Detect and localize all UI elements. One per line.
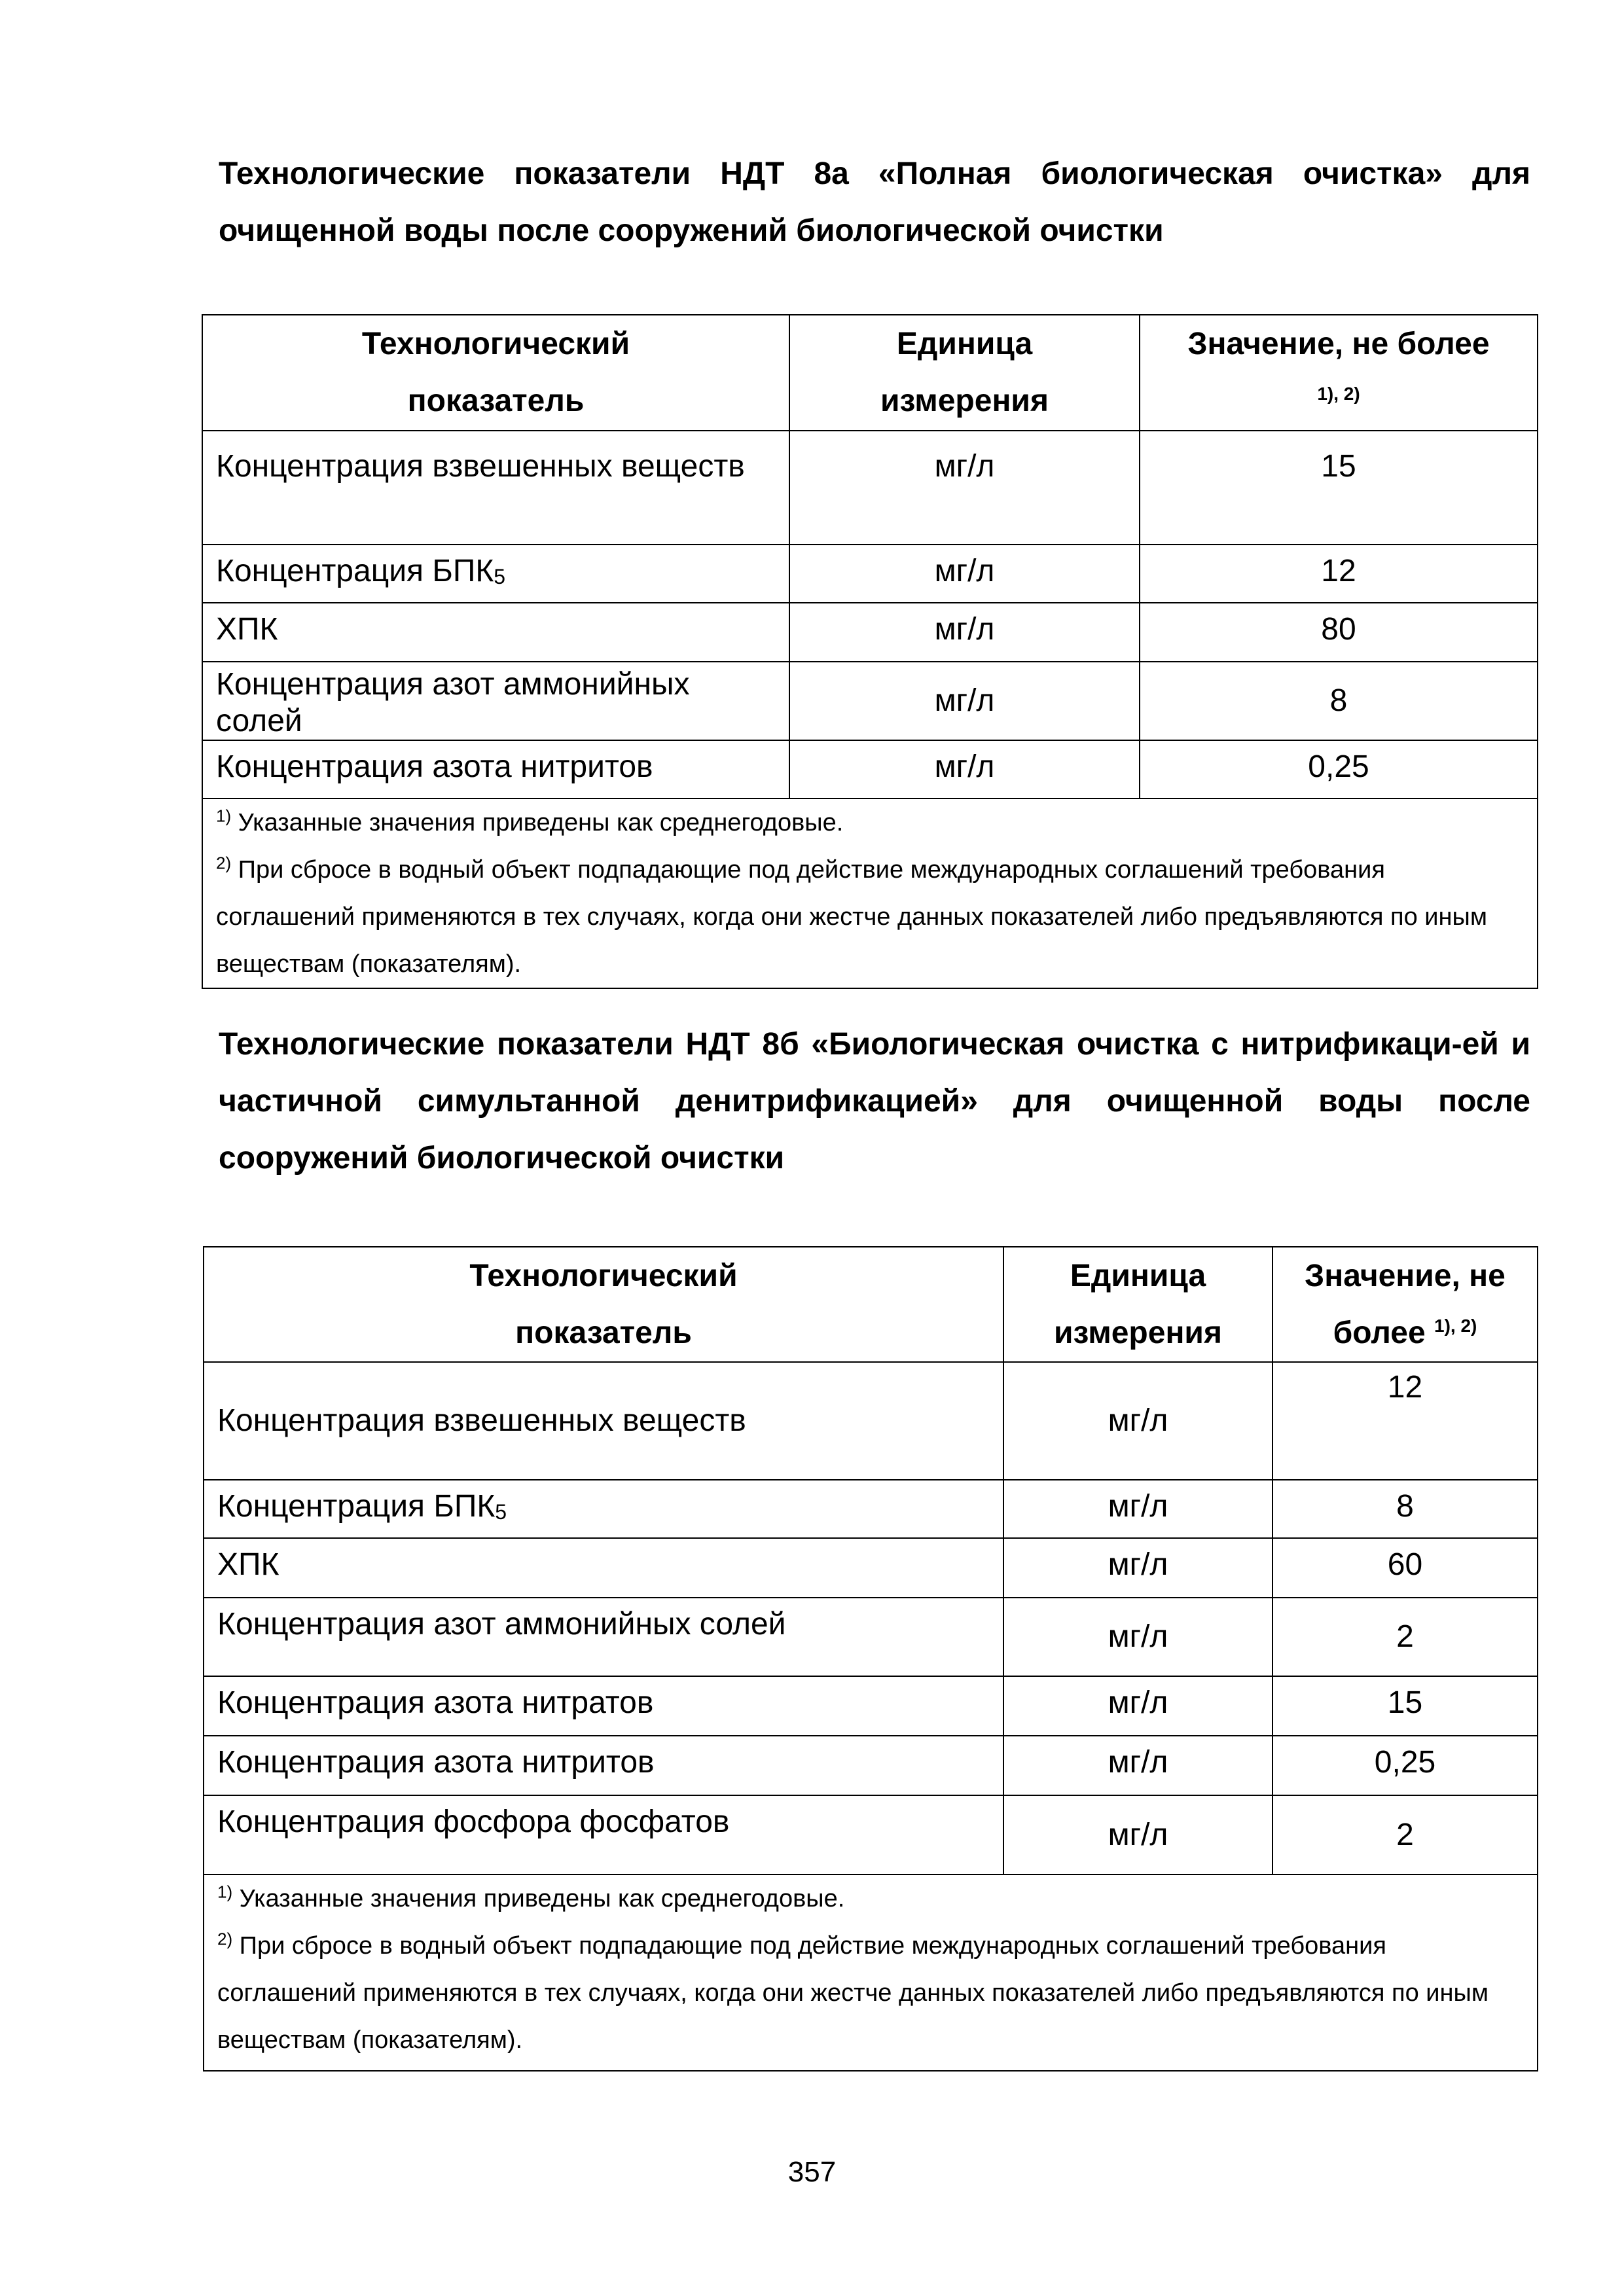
table-header-row [204,1247,1538,1362]
table-row: Концентрация взвешенных веществ мг/л 15 [202,431,1538,545]
header-value: Значение, не более $^{1), 2)}$ [1272,1247,1538,1362]
header-parameter: Технологический показатель [204,1247,1003,1362]
footnote-1: $^{1)}$ Указанные значения приведены как среднегодовые. [216,806,844,836]
table-row: Концентрация азот аммонийных солей мг/л 8 [202,662,1538,740]
footnote-2: $^{2)}$ При сбросе в водный объект подпадающие под действие международных соглашений требования соглашений применяются в тех случаях, когда они жестче данных показателей либо предъявляются по иным веществам (показателям). [217,1929,1489,2054]
footnote-ref: 1), 2) [1317,384,1360,404]
header-unit: Единица измерения [1003,1247,1272,1362]
table-notes [202,798,1538,988]
table-notes-row [204,1874,1538,2071]
page-number: 357 [787,2156,837,2188]
table-row: Концентрация взвешенных веществ мг/л 12 [204,1362,1538,1480]
table-row: Концентрация азота нитритов мг/л 0,25 [204,1736,1538,1795]
table-row: ХПК мг/л 60 [204,1538,1538,1598]
table-row: Концентрация $БПК_5$ мг/л 8 [204,1480,1538,1538]
header-parameter: Технологический показатель [202,315,789,431]
table-row: Концентрация азота нитратов мг/л 15 [204,1676,1538,1736]
table2-heading: Технологические показатели НДТ 8б «Биологическая очистка с нитрификаци-ей и частичной симультанной денитрификацией» для очищенной воды после сооружений биологической очистки [219,1027,1530,1175]
table-ndt-8a [202,314,1538,989]
table-row: ХПК мг/л 80 [202,603,1538,662]
header-unit: Единица измерения [789,315,1140,431]
footnote-ref: 1), 2) [1434,1316,1477,1336]
table-row: Концентрация азота нитритов мг/л 0,25 [202,740,1538,798]
table-notes-row [202,798,1538,988]
table-notes [204,1874,1538,2071]
table-row: Концентрация фосфора фосфатов мг/л 2 [204,1795,1538,1874]
table-row: Концентрация азот аммонийных солей мг/л 2 [204,1598,1538,1676]
table-header-row [202,315,1538,431]
table-ndt-8b [203,1246,1538,2072]
footnote-1: $^{1)}$ Указанные значения приведены как среднегодовые. [217,1882,845,1912]
table-row: Концентрация $БПК_5$ мг/л 12 [202,545,1538,603]
table1-heading: Технологические показатели НДТ 8а «Полная биологическая очистка» для очищенной воды после сооружений биологической очистки [219,156,1530,248]
footnote-2: $^{2)}$ При сбросе в водный объект подпадающие под действие международных соглашений требования соглашений применяются в тех случаях, когда они жестче данных показателей либо предъявляются по иным веществам (показателям). [216,853,1487,978]
header-value: Значение, не более $^{1), 2)}$ [1140,315,1538,431]
